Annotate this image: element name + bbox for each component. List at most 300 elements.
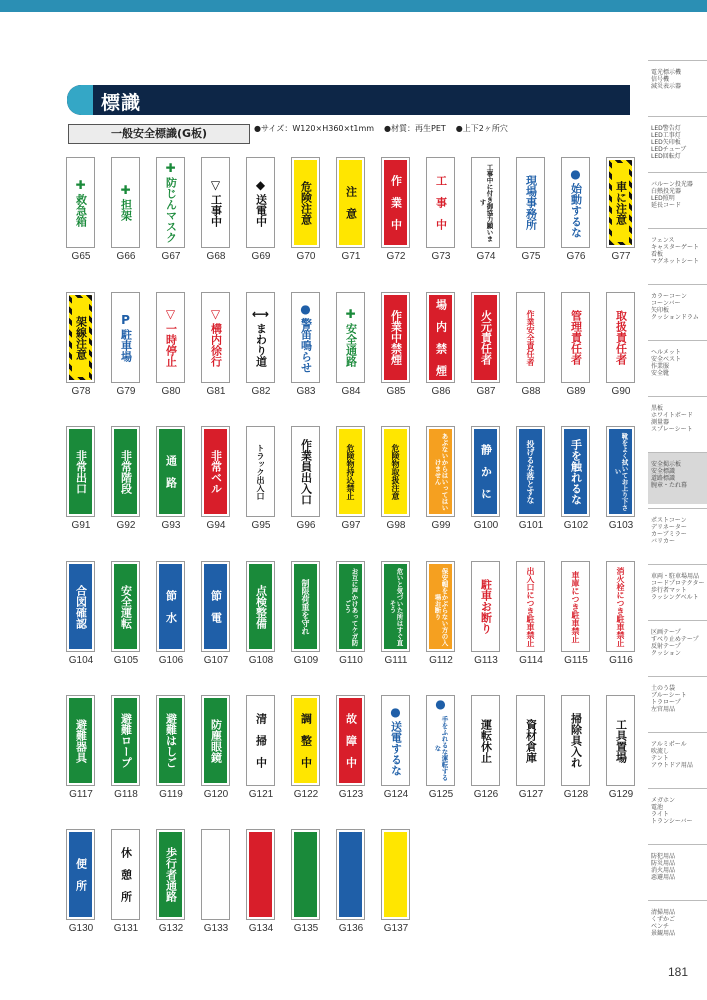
sign-face xyxy=(519,429,542,514)
sign-code: G124 xyxy=(383,789,409,800)
sign-g120 xyxy=(201,695,230,786)
sign-text: 火元責任者 xyxy=(479,310,493,365)
sign-code: G87 xyxy=(476,386,496,397)
sign-face xyxy=(69,564,92,649)
sign-code: G122 xyxy=(293,789,319,800)
sign-face xyxy=(564,160,587,245)
sign-face xyxy=(159,429,182,514)
sign-face xyxy=(114,160,137,245)
sign-text: 安全運転 xyxy=(119,584,133,629)
sidebar-category[interactable]: ポストコーン デリネーター カーブミラー バリカー xyxy=(648,508,707,560)
sign-text: 節 水 xyxy=(164,590,178,623)
sign-face xyxy=(69,429,92,514)
sign-g119 xyxy=(156,695,185,786)
sign-g125 xyxy=(426,695,455,786)
sign-code: G90 xyxy=(611,386,631,397)
sign-face xyxy=(609,564,632,649)
sign-face xyxy=(429,160,452,245)
sign-g76 xyxy=(561,157,590,248)
sign-g110 xyxy=(336,561,365,652)
sign-text: 危険注意 xyxy=(299,180,313,225)
sign-g127 xyxy=(516,695,545,786)
sign-face xyxy=(339,698,362,783)
sign-text: 通 路 xyxy=(164,455,178,488)
sign-symbol-icon: ● xyxy=(390,704,401,719)
sign-g101 xyxy=(516,426,545,517)
sign-g69 xyxy=(246,157,275,248)
sign-code: G83 xyxy=(296,386,316,397)
sign-code: G97 xyxy=(341,520,361,531)
sign-code: G73 xyxy=(431,251,451,262)
sign-face xyxy=(249,698,272,783)
sign-g108 xyxy=(246,561,275,652)
sign-face xyxy=(204,429,227,514)
sign-text: 節 電 xyxy=(209,590,223,623)
sign-face xyxy=(294,160,317,245)
sign-g129 xyxy=(606,695,635,786)
sign-text: 非常出口 xyxy=(74,449,88,494)
sign-code: G76 xyxy=(566,251,586,262)
sign-face xyxy=(339,564,362,649)
sign-code: G110 xyxy=(339,655,363,666)
sign-text: 危いと気づいた所はすぐ直そう xyxy=(388,567,404,646)
sign-code: G71 xyxy=(341,251,361,262)
sign-text: 清 掃 中 xyxy=(254,713,268,768)
sign-face xyxy=(114,832,137,917)
sign-g128 xyxy=(561,695,590,786)
sign-face xyxy=(339,832,362,917)
sign-face xyxy=(384,832,407,917)
sidebar-category[interactable]: 車両・駐車場用品 コードプロテクター 歩行者マット ラッシングベルト xyxy=(648,564,707,616)
sign-code: G123 xyxy=(338,789,364,800)
sign-text: 危険物取扱注意 xyxy=(391,443,401,500)
sign-face xyxy=(159,295,182,380)
sign-face xyxy=(204,832,227,917)
sign-g68 xyxy=(201,157,230,248)
sign-face xyxy=(249,160,272,245)
sign-code: G127 xyxy=(518,789,544,800)
sign-g99 xyxy=(426,426,455,517)
sign-face xyxy=(159,160,182,245)
sign-text: お互に声かけあってケガ防ごう xyxy=(343,567,359,646)
spec-holes: ●上下2ヶ所穴 xyxy=(455,124,508,133)
sign-g109 xyxy=(291,561,320,652)
sign-g70 xyxy=(291,157,320,248)
sign-face xyxy=(384,698,407,783)
sign-code: G136 xyxy=(338,923,364,934)
sign-face xyxy=(114,698,137,783)
sign-g113 xyxy=(471,561,500,652)
sign-code: G94 xyxy=(206,520,226,531)
sign-face xyxy=(159,832,182,917)
sign-text: 一時停止 xyxy=(164,323,178,367)
sign-face xyxy=(204,295,227,380)
sign-text: 取扱責任者 xyxy=(614,310,628,365)
sign-text: 手を触れるな xyxy=(569,438,583,505)
sign-code: G114 xyxy=(519,655,543,666)
sign-g112 xyxy=(426,561,455,652)
sign-text: 車に注意 xyxy=(614,180,628,225)
sign-text: 避難ロープ xyxy=(119,713,133,768)
sign-g74 xyxy=(471,157,500,248)
sign-code: G111 xyxy=(384,655,408,666)
sign-code: G89 xyxy=(566,386,586,397)
sign-face xyxy=(339,160,362,245)
sign-code: G85 xyxy=(386,386,406,397)
sign-face xyxy=(564,564,587,649)
sign-text: 資材倉庫 xyxy=(524,718,538,763)
sign-g111 xyxy=(381,561,410,652)
sign-symbol-icon: ◆ xyxy=(255,177,266,192)
sign-code: G77 xyxy=(611,251,631,262)
sign-face xyxy=(429,295,452,380)
sign-text: 合図確認 xyxy=(74,584,88,629)
sign-text: トラック出入口 xyxy=(256,443,266,500)
sign-face xyxy=(384,295,407,380)
sign-face xyxy=(609,295,632,380)
sign-code: G92 xyxy=(116,520,136,531)
sign-code: G113 xyxy=(474,655,498,666)
sign-face xyxy=(609,160,632,245)
sign-text: 工具置場 xyxy=(614,718,628,763)
sign-g102 xyxy=(561,426,590,517)
sign-code: G108 xyxy=(248,655,274,666)
sign-text: 注 意 xyxy=(344,186,358,219)
sidebar-category[interactable]: 土のう袋 ブルーシート トラロープ 左官用品 xyxy=(648,676,707,728)
sign-face xyxy=(294,698,317,783)
sign-face xyxy=(294,564,317,649)
sign-g132 xyxy=(156,829,185,920)
sign-face xyxy=(429,429,452,514)
sign-face xyxy=(204,160,227,245)
sign-code: G130 xyxy=(68,923,94,934)
sign-face xyxy=(204,564,227,649)
sidebar-category[interactable]: アルミポール 吹流し テント アウトドア用品 xyxy=(648,732,707,784)
sign-text: 保安帽をかぶらない方の入場お断り xyxy=(433,567,449,646)
sign-code: G129 xyxy=(608,789,634,800)
sign-text: 便 所 xyxy=(74,858,88,891)
sign-face xyxy=(114,429,137,514)
sign-face xyxy=(69,160,92,245)
sign-face xyxy=(159,698,182,783)
sign-face xyxy=(519,160,542,245)
sign-g126 xyxy=(471,695,500,786)
sign-text: 出入口につき駐車禁止 xyxy=(526,566,536,647)
sign-text: 場 内 禁 煙 xyxy=(434,299,448,376)
sign-symbol-icon: ● xyxy=(300,301,311,316)
sign-symbol-icon: P xyxy=(121,312,130,327)
sign-face xyxy=(384,160,407,245)
sign-symbol-icon: ⟷ xyxy=(251,307,270,321)
sign-symbol-icon: ✚ xyxy=(120,183,131,197)
sign-face xyxy=(564,429,587,514)
sign-code: G115 xyxy=(564,655,588,666)
sign-code: G99 xyxy=(431,520,451,531)
sidebar-category[interactable]: 黒板 ホワイトボード 測量器 スプレーシート xyxy=(648,396,707,448)
sign-code: G75 xyxy=(521,251,541,262)
sign-g135 xyxy=(291,829,320,920)
sign-face xyxy=(564,698,587,783)
sign-face xyxy=(339,295,362,380)
sign-face xyxy=(339,429,362,514)
sign-face xyxy=(249,429,272,514)
sign-g73 xyxy=(426,157,455,248)
sign-code: G101 xyxy=(518,520,544,531)
spec-size: ●サイズ：W120×H360×t1mm xyxy=(254,124,375,133)
sign-code: G66 xyxy=(116,251,136,262)
sign-text: 掃除具入れ xyxy=(569,713,583,768)
sign-symbol-icon: ● xyxy=(435,698,446,711)
sign-code: G118 xyxy=(114,789,138,800)
sign-face xyxy=(474,698,497,783)
sign-text: 救急箱 xyxy=(74,193,88,227)
sidebar-category[interactable]: 区画テープ すべり止めテープ 反射テープ クッション xyxy=(648,620,707,672)
sign-text: 点検整備 xyxy=(254,584,268,629)
sign-g79 xyxy=(111,292,140,383)
sign-text: 始動するな xyxy=(569,182,583,238)
sign-face xyxy=(384,429,407,514)
sign-code: G68 xyxy=(206,251,226,262)
sign-g133 xyxy=(201,829,230,920)
sign-face xyxy=(249,295,272,380)
sign-face xyxy=(474,160,497,245)
sign-face xyxy=(114,564,137,649)
sign-code: G86 xyxy=(431,386,451,397)
sidebar-category[interactable]: ヘルメット 安全ベスト 作業服 安全靴 xyxy=(648,340,707,392)
sign-text: 構内徐行 xyxy=(209,323,223,367)
sign-text: 避難器具 xyxy=(74,718,88,763)
sign-code: G78 xyxy=(71,386,91,397)
sign-code: G98 xyxy=(386,520,406,531)
sign-g89 xyxy=(561,292,590,383)
sign-code: G96 xyxy=(296,520,316,531)
sign-text: 送電中 xyxy=(254,193,268,227)
sign-face xyxy=(294,429,317,514)
sign-g116 xyxy=(606,561,635,652)
sign-code: G125 xyxy=(428,789,454,800)
sign-code: G134 xyxy=(248,923,274,934)
product-subheading: 一般安全標識(G板) xyxy=(68,124,250,144)
sign-code: G116 xyxy=(609,655,633,666)
sign-g87 xyxy=(471,292,500,383)
sign-code: G93 xyxy=(161,520,181,531)
sign-g71 xyxy=(336,157,365,248)
sign-code: G74 xyxy=(476,251,496,262)
sign-code: G119 xyxy=(159,789,183,800)
sign-code: G128 xyxy=(563,789,589,800)
sign-g107 xyxy=(201,561,230,652)
sign-g105 xyxy=(111,561,140,652)
sign-text: 調 整 中 xyxy=(299,713,313,768)
sign-g92 xyxy=(111,426,140,517)
sign-text: 架線注意 xyxy=(74,315,88,360)
sign-code: G126 xyxy=(473,789,499,800)
sign-text: あぶないからはいってはいけません xyxy=(433,432,449,511)
sign-text: 非常階段 xyxy=(119,449,133,494)
sign-code: G82 xyxy=(251,386,271,397)
sign-g82 xyxy=(246,292,275,383)
sign-face xyxy=(249,832,272,917)
sign-g91 xyxy=(66,426,95,517)
sidebar-category[interactable]: カラーコーン コーンバー 矢印板 クッションドラム xyxy=(648,284,707,336)
sign-text: 靴をよく拭いてお上り下さい xyxy=(613,432,629,511)
sign-text: 手をふれるな運転するな xyxy=(433,715,449,781)
sidebar-category[interactable]: 安全掲示板 安全標識 道路標識 腕章・たれ幕 xyxy=(648,452,707,504)
sign-g98 xyxy=(381,426,410,517)
sign-code: G91 xyxy=(71,520,91,531)
sign-code: G117 xyxy=(69,789,93,800)
sign-g77 xyxy=(606,157,635,248)
sign-text: 制限荷重を守れ xyxy=(301,578,311,635)
sign-face xyxy=(519,698,542,783)
sign-face xyxy=(429,698,452,783)
sign-code: G67 xyxy=(161,251,181,262)
sign-text: 投げるな落とすな xyxy=(526,439,536,504)
sign-face xyxy=(519,564,542,649)
sign-text: 現場事務所 xyxy=(524,175,538,230)
sign-g122 xyxy=(291,695,320,786)
sign-g72 xyxy=(381,157,410,248)
sign-symbol-icon: ✚ xyxy=(345,307,356,321)
sign-face xyxy=(294,295,317,380)
sign-g81 xyxy=(201,292,230,383)
sign-code: G84 xyxy=(341,386,361,397)
sign-text: 警笛鳴らせ xyxy=(299,317,313,373)
sign-face xyxy=(114,295,137,380)
sign-face xyxy=(384,564,407,649)
sign-g121 xyxy=(246,695,275,786)
sign-text: 駐車お断り xyxy=(479,579,493,634)
sidebar-category[interactable]: バルーン投光器 白熱投光器 LED照明 延長コード xyxy=(648,172,707,224)
sign-symbol-icon: ▽ xyxy=(165,307,176,321)
sidebar-category[interactable]: メガホン 電池 ライト トランシーバー xyxy=(648,788,707,840)
sign-face xyxy=(429,564,452,649)
sign-code: G88 xyxy=(521,386,541,397)
sign-face xyxy=(69,295,92,380)
sign-text: 管理責任者 xyxy=(569,310,583,365)
sign-g114 xyxy=(516,561,545,652)
sign-code: G132 xyxy=(158,923,184,934)
sign-g80 xyxy=(156,292,185,383)
sign-code: G121 xyxy=(248,789,274,800)
sign-g65 xyxy=(66,157,95,248)
sign-text: 防じんマスク xyxy=(164,177,178,243)
sign-face xyxy=(609,698,632,783)
sign-text: 避難はしご xyxy=(164,713,178,768)
sign-code: G103 xyxy=(608,520,634,531)
sign-face xyxy=(474,429,497,514)
sign-text: 作業中禁煙 xyxy=(389,310,403,365)
sign-symbol-icon: ▽ xyxy=(210,177,221,192)
sign-text: 工 事 中 xyxy=(434,175,448,230)
sign-code: G135 xyxy=(293,923,319,934)
sign-g95 xyxy=(246,426,275,517)
sign-text: 静 か に xyxy=(479,444,493,499)
sidebar-category[interactable]: フェンス キャスターゲート 看板 マグネットシート xyxy=(648,228,707,280)
sign-text: 送電するな xyxy=(389,720,403,776)
sign-face xyxy=(294,832,317,917)
sign-text: 安全通路 xyxy=(344,323,358,367)
sign-text: 工事中に付き御協力願います xyxy=(478,163,494,242)
sign-face xyxy=(474,564,497,649)
sidebar-category[interactable]: 清掃用品 くずかご ベンチ 景観用品 xyxy=(648,900,707,952)
sign-g75 xyxy=(516,157,545,248)
sign-g115 xyxy=(561,561,590,652)
sign-g136 xyxy=(336,829,365,920)
sign-text: まわり道 xyxy=(254,323,268,367)
sign-g118 xyxy=(111,695,140,786)
sign-text: 作業員出入口 xyxy=(299,438,313,505)
sign-text: 運転休止 xyxy=(479,718,493,763)
sign-code: G133 xyxy=(203,923,229,934)
sign-code: G120 xyxy=(203,789,229,800)
sign-text: 担架 xyxy=(119,199,133,221)
page-title: 標識 xyxy=(101,92,142,114)
sign-face xyxy=(249,564,272,649)
sign-code: G109 xyxy=(293,655,319,666)
sign-text: 防塵眼鏡 xyxy=(209,718,223,763)
sign-g78 xyxy=(66,292,95,383)
sign-g93 xyxy=(156,426,185,517)
sign-g104 xyxy=(66,561,95,652)
sidebar-category[interactable]: LED警告灯 LED工事灯 LED矢印板 LEDチューブ LED回転灯 xyxy=(648,116,707,168)
sign-face xyxy=(159,564,182,649)
sign-symbol-icon: ▽ xyxy=(210,307,221,321)
sign-code: G131 xyxy=(113,923,139,934)
sign-code: G102 xyxy=(563,520,589,531)
sidebar-category[interactable]: 防犯用品 防災用品 消火用品 惡避用品 xyxy=(648,844,707,896)
sign-g123 xyxy=(336,695,365,786)
sign-code: G107 xyxy=(203,655,229,666)
sign-g97 xyxy=(336,426,365,517)
sign-code: G106 xyxy=(158,655,184,666)
sign-code: G79 xyxy=(116,386,136,397)
page-number: 181 xyxy=(668,965,689,979)
sign-text: 工事中 xyxy=(209,193,223,227)
sign-text: 駐車場 xyxy=(119,328,133,362)
sign-g131 xyxy=(111,829,140,920)
sign-face xyxy=(519,295,542,380)
sign-g86 xyxy=(426,292,455,383)
sign-g84 xyxy=(336,292,365,383)
sign-g88 xyxy=(516,292,545,383)
sign-code: G72 xyxy=(386,251,406,262)
sign-code: G105 xyxy=(113,655,139,666)
sign-text: 故 障 中 xyxy=(344,713,358,768)
sign-g117 xyxy=(66,695,95,786)
sign-g137 xyxy=(381,829,410,920)
sign-g124 xyxy=(381,695,410,786)
sign-g134 xyxy=(246,829,275,920)
sign-code: G95 xyxy=(251,520,271,531)
sign-face xyxy=(609,429,632,514)
sidebar-category[interactable]: 電光標示機 信号機 減災表示器 xyxy=(648,60,707,112)
sign-face xyxy=(69,698,92,783)
sign-g103 xyxy=(606,426,635,517)
sign-text: 作 業 中 xyxy=(389,175,403,230)
spec-material: ●材質：再生PET xyxy=(384,124,446,133)
sign-g83 xyxy=(291,292,320,383)
sign-text: 作業安全責任者 xyxy=(526,309,536,366)
sign-text: 消火栓につき駐車禁止 xyxy=(616,566,626,647)
sign-g130 xyxy=(66,829,95,920)
sign-code: G137 xyxy=(383,923,409,934)
sign-code: G69 xyxy=(251,251,271,262)
sign-face xyxy=(204,698,227,783)
sign-symbol-icon: ✚ xyxy=(75,177,86,192)
sign-code: G100 xyxy=(473,520,499,531)
sign-text: 危険物持込禁止 xyxy=(346,443,356,500)
